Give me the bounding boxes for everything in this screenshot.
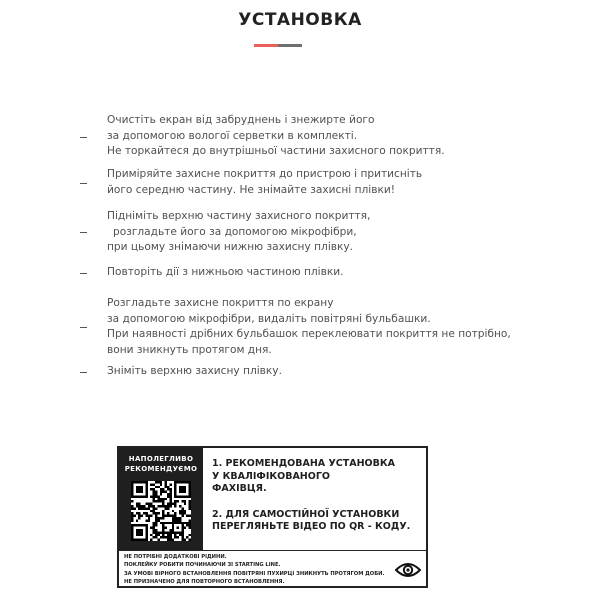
badge-line-1: НАПОЛЕГЛИВО bbox=[128, 455, 194, 463]
step-5-line-4: вони зникнуть протягом дня. bbox=[107, 343, 272, 356]
note-2: ПОКЛЕЙКУ РОБИТИ ПОЧИНАЮЧИ ЗІ STARTING LINE. bbox=[124, 562, 281, 569]
note-3: ЗА УМОВІ ВІРНОГО ВСТАНОВЛЕННЯ ПОВІТРЯНІ ПУХИРЦІ ЗНИКНУТЬ ПРОТЯГОМ ДОБИ. bbox=[124, 570, 385, 577]
step-2-line-2: його середню частину. Не знімайте захисні плівки! bbox=[107, 183, 395, 196]
note-4: НЕ ПРИЗНАЧЕНО ДЛЯ ПОВТОРНОГО ВСТАНОВЛЕННЯ. bbox=[124, 579, 285, 586]
title-underline-accent bbox=[254, 44, 278, 47]
badge bbox=[119, 454, 203, 474]
title-underline bbox=[254, 44, 302, 47]
box-divider bbox=[119, 550, 426, 551]
step-1-text bbox=[107, 113, 587, 160]
step-5-dash bbox=[80, 327, 87, 328]
step-1-line-1: Очистіть екран від забруднень і знежирте його bbox=[107, 114, 375, 126]
rec-2-line-2: ПЕРЕГЛЯНЬТЕ ВІДЕО ПО QR - КОДУ. bbox=[212, 521, 411, 532]
badge-line-2: РЕКОМЕНДУЄМО bbox=[124, 465, 198, 473]
step-5-line-2: за допомогою мікрофібри, видаліть повітряні бульбашки. bbox=[107, 312, 431, 325]
notes bbox=[124, 553, 384, 587]
step-1-dash bbox=[80, 137, 87, 138]
step-5-line-3: При наявності дрібних бульбашок переклеювати покриття не потрібно, bbox=[107, 328, 511, 340]
step-4-text bbox=[107, 265, 587, 281]
step-3-line-1: Підніміть верхню частину захисного покриття, bbox=[107, 210, 371, 222]
recommendation-text bbox=[212, 458, 422, 534]
step-2-line-1: Приміряйте захисне покриття до пристрою і притисніть bbox=[107, 168, 423, 180]
rec-1-line-1: 1. РЕКОМЕНДОВАНА УСТАНОВКА bbox=[212, 458, 395, 469]
qr-panel bbox=[119, 448, 203, 550]
step-6-line-1: Зніміть верхню захисну плівку. bbox=[107, 365, 282, 377]
step-3-line-3: при цьому знімаючи нижню захисну плівку. bbox=[107, 241, 354, 253]
note-1: НЕ ПОТРІБНІ ДОДАТКОВІ РІДИНИ. bbox=[124, 554, 227, 560]
step-4-dash bbox=[80, 273, 87, 274]
step-1-line-3: Не торкайтеся до внутрішньої частини захисного покриття. bbox=[107, 145, 445, 157]
step-3-dash bbox=[80, 232, 87, 233]
step-5-text bbox=[107, 296, 587, 358]
step-5-line-1: Розгладьте захисне покриття по екрану bbox=[107, 297, 334, 309]
title-underline-gray bbox=[278, 44, 302, 47]
rec-1-line-3: ФАХІВЦЯ. bbox=[212, 483, 267, 494]
qr-code-icon[interactable] bbox=[131, 481, 191, 541]
step-2-text bbox=[107, 167, 587, 198]
rec-2-line-1: 2. ДЛЯ САМОСТІЙНОЇ УСТАНОВКИ bbox=[212, 508, 400, 520]
recommendation-box bbox=[117, 446, 428, 588]
step-1-line-2: за допомогою вологої серветки в комплекті. bbox=[107, 129, 358, 142]
step-6-text bbox=[107, 364, 587, 380]
step-3-line-2: розгладьте його за допомогою мікрофібри, bbox=[113, 225, 357, 238]
step-3-text bbox=[107, 209, 587, 256]
step-6-dash bbox=[80, 372, 87, 373]
rec-1-line-2: У КВАЛІФІКОВАНОГО bbox=[212, 470, 330, 482]
page-title: УСТАНОВКА bbox=[238, 10, 362, 30]
step-4-line-1: Повторіть дії з нижньою частиною плівки. bbox=[107, 266, 344, 278]
eye-icon bbox=[395, 560, 421, 580]
step-2-dash bbox=[80, 183, 87, 184]
